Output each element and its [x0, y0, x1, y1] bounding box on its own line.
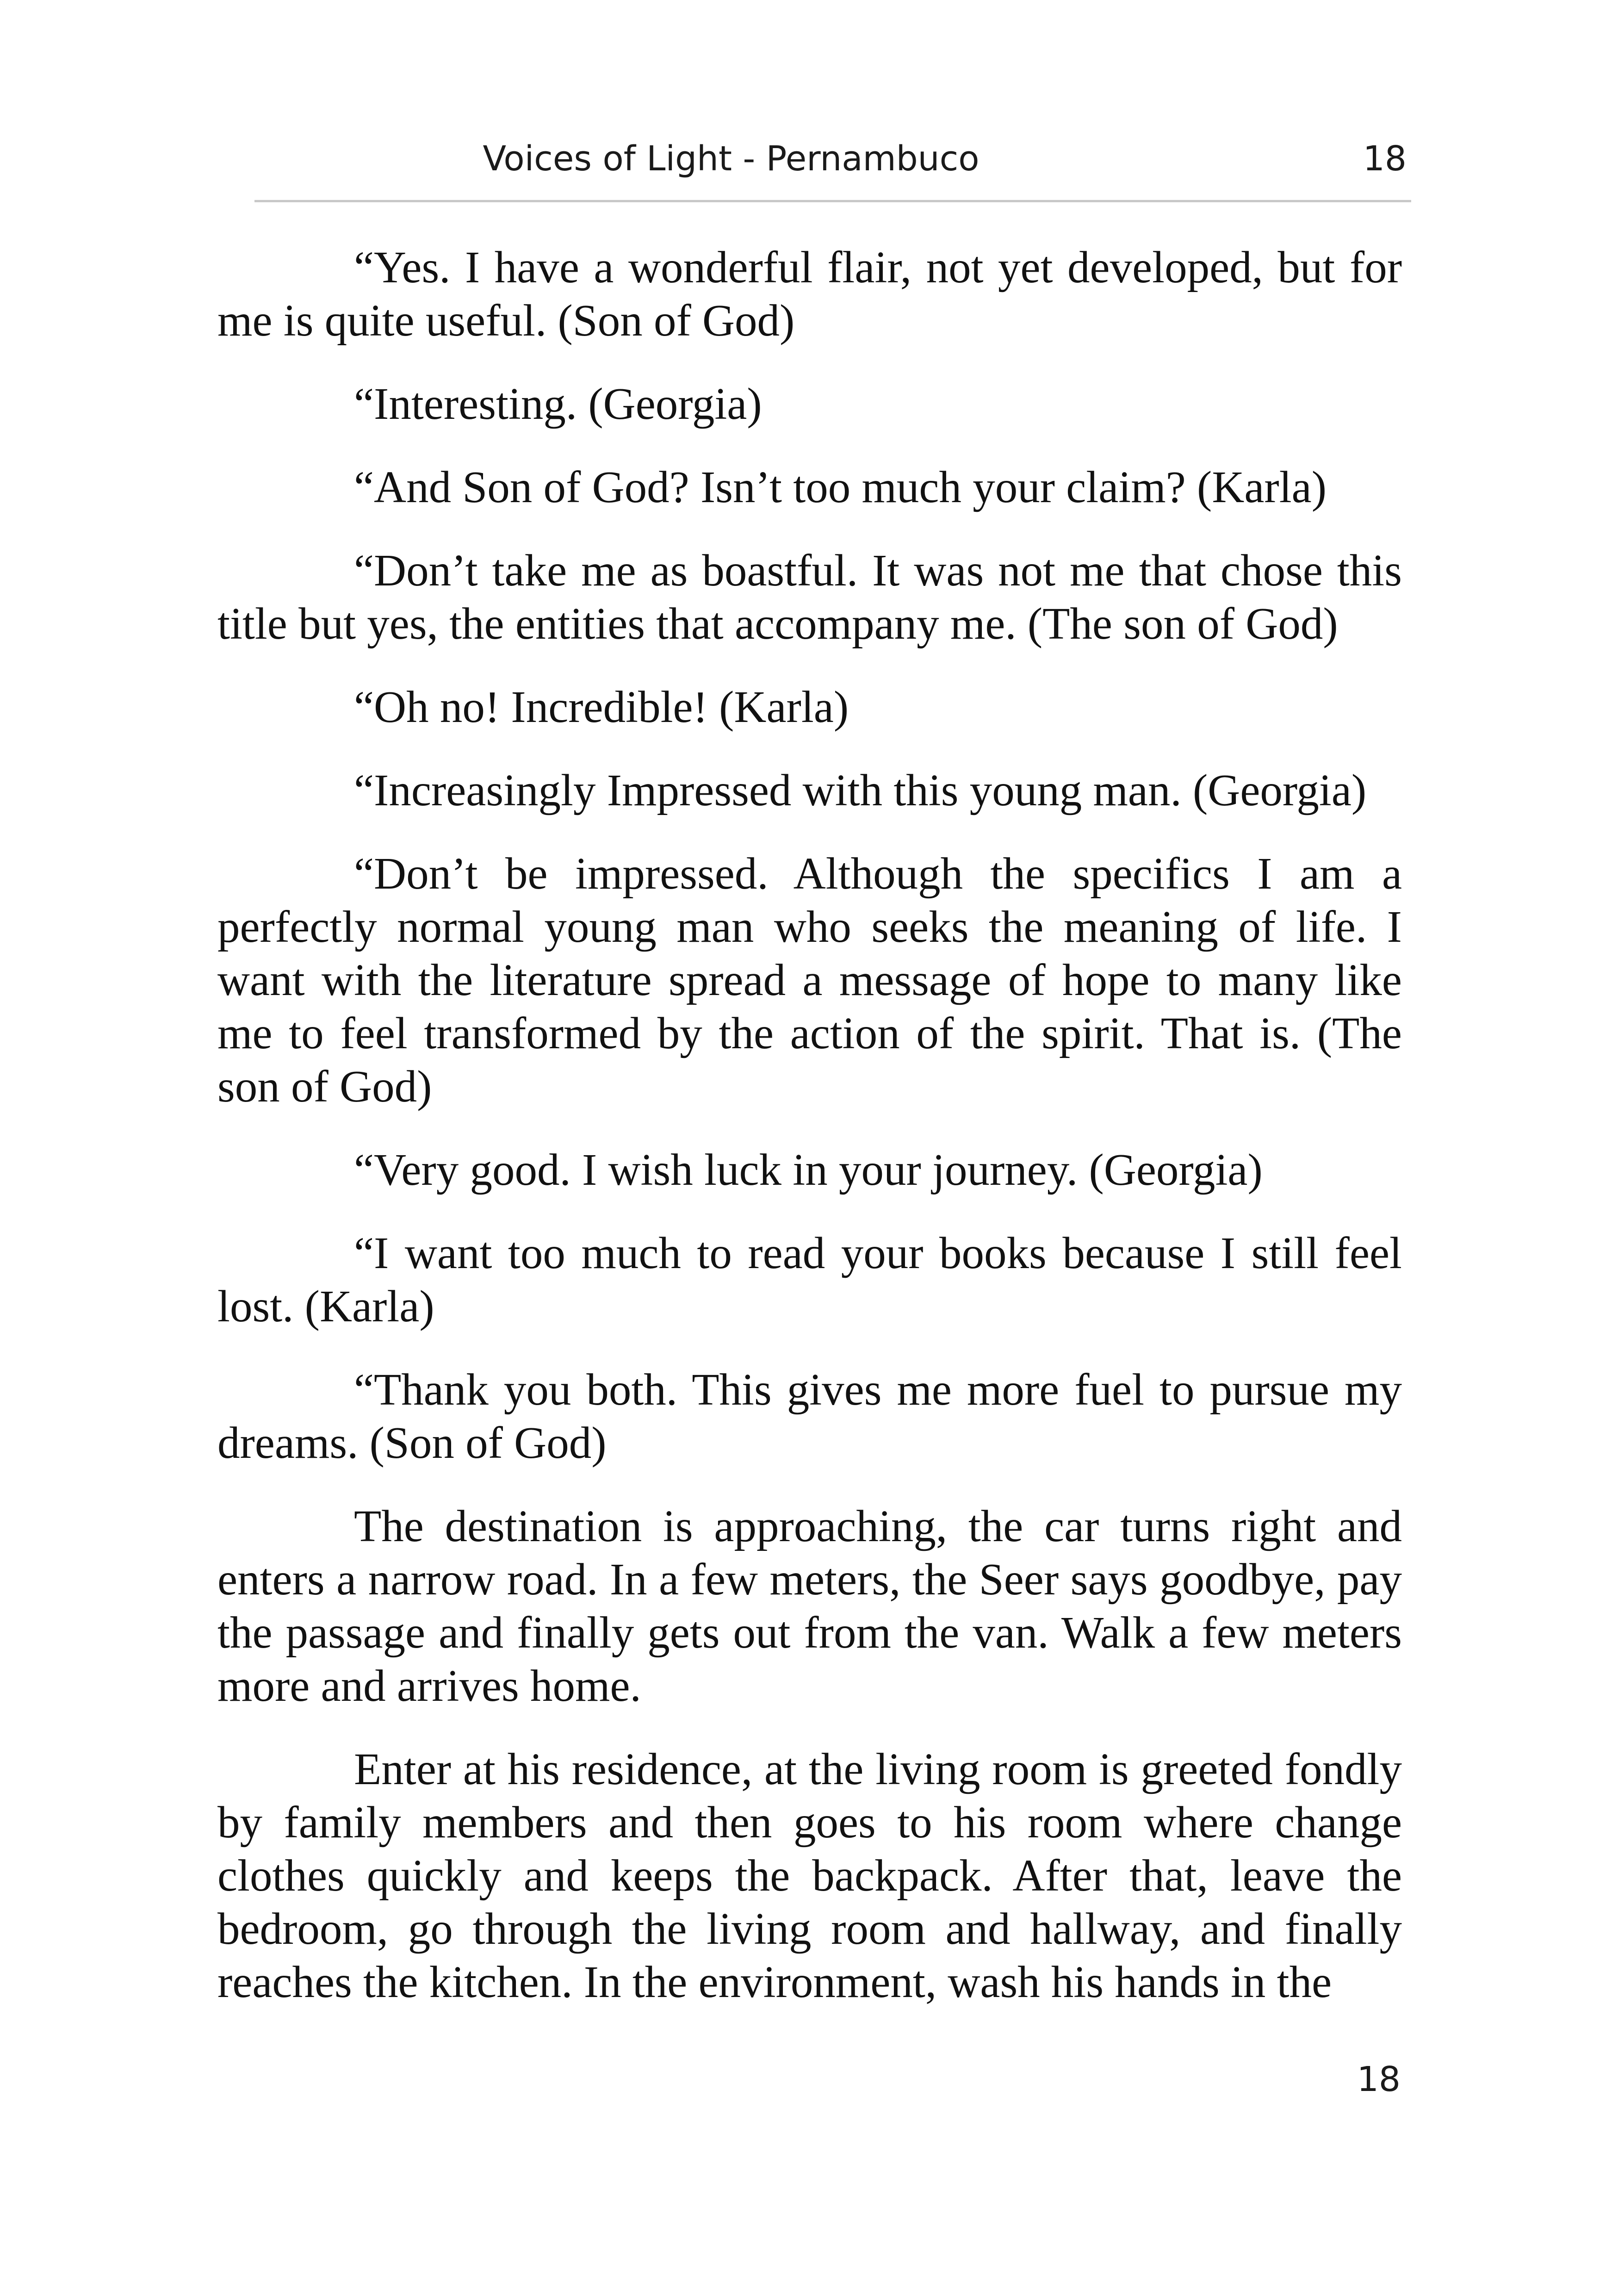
paragraph: The destination is approaching, the car turns right and enters a narrow road. In a few meters, the Seer says goodbye, pay the passage and finally gets out from the van. Walk a few meters more and arrives home. [217, 1501, 1402, 1711]
paragraph: “Don’t be impressed. Although the specifics I am a perfectly normal young man who seeks the meaning of life. I want with the literature spread a message of hope to many like me to feel transformed by the action of the spirit. That is. (The son of God) [217, 849, 1402, 1111]
paragraph: “Oh no! Incredible! (Karla) [354, 682, 849, 732]
footer-page-number: 18 [1357, 2060, 1401, 2099]
paragraph: Enter at his residence, at the living room is greeted fondly by family members and then goes to his room where change clothes quickly and keeps the backpack. After that, leave the bedroom, go through the living room and hallway, and finally reaches the kitchen. In the environment, wash his hands in the [217, 1744, 1402, 2007]
paragraph: “Increasingly Impressed with this young man. (Georgia) [354, 765, 1367, 815]
header-page-number: 18 [1363, 139, 1407, 179]
paragraph: “Don’t take me as boastful. It was not me that chose this title but yes, the entities that accompany me. (The son of God) [217, 546, 1402, 648]
paragraph: “Very good. I wish luck in your journey. (Georgia) [354, 1145, 1263, 1195]
book-title: Voices of Light - Pernambuco [483, 139, 979, 179]
paragraph: “And Son of God? Isn’t too much your claim? (Karla) [354, 462, 1327, 512]
paragraph: “Yes. I have a wonderful flair, not yet developed, but for me is quite useful. (Son of God) [217, 243, 1402, 345]
paragraph: “Thank you both. This gives me more fuel to pursue my dreams. (Son of God) [217, 1365, 1402, 1468]
page-body [217, 241, 1402, 2039]
paragraph: “Interesting. (Georgia) [354, 379, 762, 429]
paragraph: “I want too much to read your books because I still feel lost. (Karla) [217, 1228, 1402, 1331]
running-header [254, 134, 1411, 204]
header-divider [254, 200, 1411, 202]
